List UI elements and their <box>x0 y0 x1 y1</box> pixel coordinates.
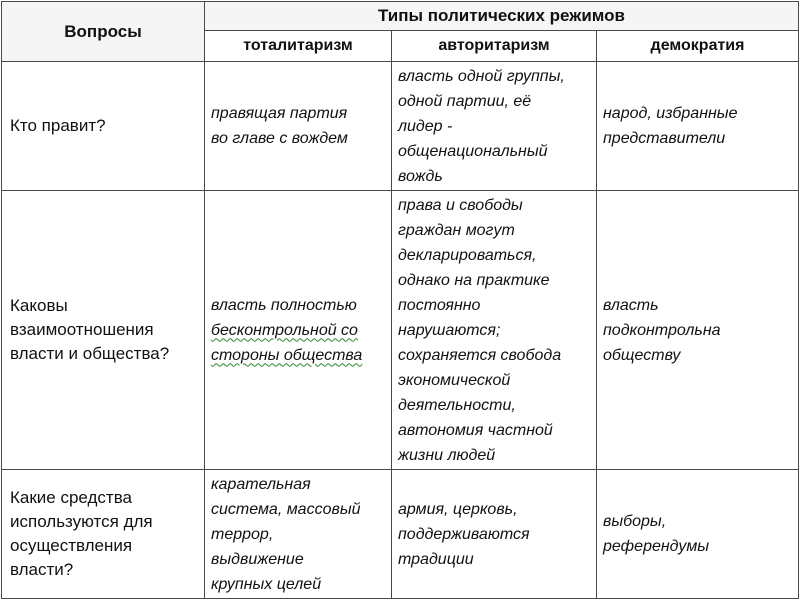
answer-line: террор, <box>211 525 274 543</box>
answer-line: поддерживаются <box>398 525 530 543</box>
table-row <box>2 470 799 599</box>
answer-line: декларироваться, <box>398 246 537 264</box>
answer-cell-totalitarianism <box>205 470 392 599</box>
answer-line: карательная <box>211 475 311 493</box>
answer-line: однако на практике <box>398 271 550 289</box>
answer-line: крупных целей <box>211 575 322 593</box>
answer-cell-totalitarianism <box>205 191 392 470</box>
answer-line: власть <box>603 296 659 314</box>
answer-line: лидер - <box>398 117 453 135</box>
answer-line: постоянно <box>398 296 481 314</box>
question-cell <box>2 191 205 470</box>
political-regimes-table <box>1 1 799 599</box>
question-line: Каковы <box>10 296 68 315</box>
answer-line: система, массовый <box>211 500 361 518</box>
question-line: власти? <box>10 560 74 579</box>
table-row <box>2 62 799 191</box>
answer-cell-totalitarianism <box>205 62 392 191</box>
answer-cell-democracy <box>597 470 799 599</box>
table-row <box>2 191 799 470</box>
answer-cell-democracy <box>597 62 799 191</box>
answer-line: референдумы <box>603 538 710 555</box>
question-line: Кто правит? <box>10 116 106 135</box>
answer-line: подконтрольна <box>603 321 721 339</box>
question-line: власти и общества? <box>10 344 170 363</box>
question-line: используются для <box>10 512 153 531</box>
answer-cell-authoritarianism <box>392 470 597 599</box>
answer-line: традиции <box>398 550 474 568</box>
col-header-authoritarianism: авторитаризм <box>392 31 597 62</box>
question-line: осуществления <box>10 536 133 555</box>
answer-line: деятельности, <box>398 396 516 414</box>
regime-types-header: Типы политических режимов <box>205 2 799 31</box>
col-header-totalitarianism: тоталитаризм <box>205 31 392 62</box>
answer-line: бесконтрольной со <box>211 321 358 339</box>
question-line: взаимоотношения <box>10 320 154 339</box>
answer-line: экономической <box>398 371 511 389</box>
answer-line: нарушаются; <box>398 321 501 339</box>
answer-line: народ, избранные <box>603 105 738 122</box>
answer-line: армия, церковь, <box>398 500 518 518</box>
answer-cell-authoritarianism <box>392 191 597 470</box>
answer-line: одной партии, её <box>398 92 532 110</box>
answer-line: выборы, <box>603 513 667 530</box>
answer-line: обществу <box>603 346 681 364</box>
question-cell <box>2 62 205 191</box>
answer-line: власть одной группы, <box>398 67 565 85</box>
answer-line: общенациональный <box>398 142 548 160</box>
question-line: Какие средства <box>10 488 133 507</box>
answer-line: во главе с вождем <box>211 130 348 147</box>
answer-line: представители <box>603 130 726 147</box>
answer-line: граждан могут <box>398 221 515 239</box>
answer-line: власть полностью <box>211 296 357 314</box>
answer-line: вождь <box>398 167 443 185</box>
answer-line: выдвижение <box>211 550 304 568</box>
answer-line: стороны общества <box>211 346 363 364</box>
answer-cell-authoritarianism <box>392 62 597 191</box>
answer-line: правящая партия <box>211 105 348 122</box>
answer-line: права и свободы <box>398 196 523 214</box>
answer-line: сохраняется свобода <box>398 346 562 364</box>
answer-line: автономия частной <box>398 421 553 439</box>
answer-cell-democracy <box>597 191 799 470</box>
question-cell <box>2 470 205 599</box>
col-header-democracy: демократия <box>597 31 799 62</box>
answer-line: жизни людей <box>398 446 496 464</box>
questions-header: Вопросы <box>2 2 205 62</box>
